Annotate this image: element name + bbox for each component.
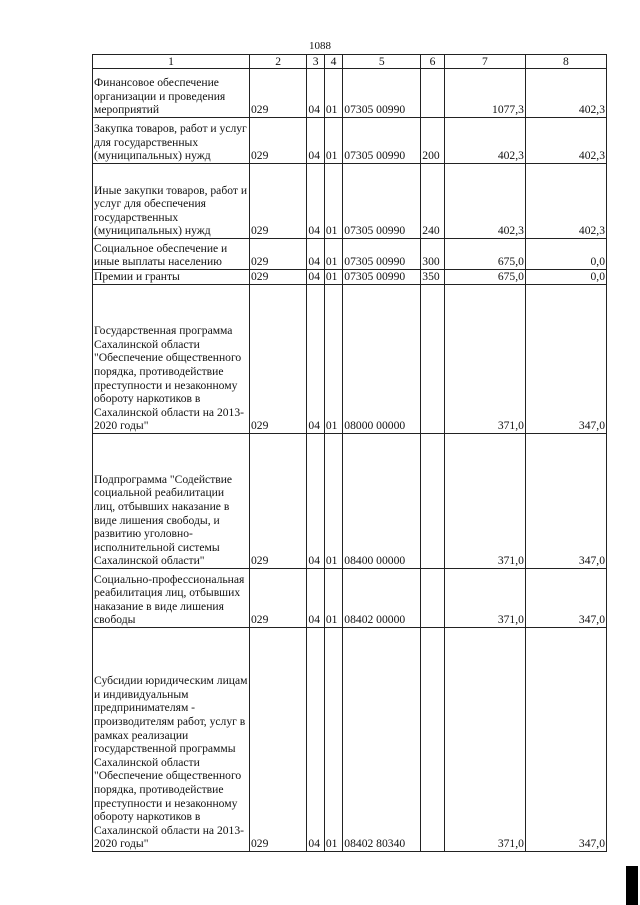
- subsection-code: 01: [324, 434, 342, 569]
- section-code: 04: [307, 628, 324, 852]
- expense-type-code: [421, 285, 445, 434]
- item-name: Подпрограмма "Содействие социальной реабилитации лиц, отбывших наказание в виде лишения свободы, и развитию уголовно-исполнительной системы Сахалинской области": [93, 434, 250, 569]
- table-row: [93, 434, 607, 569]
- target-code: 07305 00990: [343, 270, 421, 285]
- ministry-code: 029: [249, 628, 306, 852]
- subsection-code: 01: [324, 69, 342, 118]
- column-header: 8: [525, 55, 606, 69]
- amount-col7: 371,0: [444, 628, 525, 852]
- column-header: 5: [343, 55, 421, 69]
- table-row: [93, 285, 607, 434]
- column-header: 3: [307, 55, 324, 69]
- subsection-code: 01: [324, 628, 342, 852]
- target-code: 07305 00990: [343, 164, 421, 239]
- section-code: 04: [307, 118, 324, 164]
- item-name: Социальное обеспечение и иные выплаты населению: [93, 239, 250, 270]
- amount-col7: 371,0: [444, 434, 525, 569]
- section-code: 04: [307, 164, 324, 239]
- amount-col7: 402,3: [444, 118, 525, 164]
- amount-col7: 1077,3: [444, 69, 525, 118]
- expense-type-code: 350: [421, 270, 445, 285]
- table-row: [93, 118, 607, 164]
- section-code: 04: [307, 239, 324, 270]
- amount-col8: 402,3: [525, 118, 606, 164]
- ministry-code: 029: [249, 285, 306, 434]
- column-number-row: [93, 55, 607, 69]
- subsection-code: 01: [324, 569, 342, 628]
- table-row: [93, 569, 607, 628]
- page-number: 1088: [309, 40, 331, 52]
- ministry-code: 029: [249, 164, 306, 239]
- item-name: Государственная программа Сахалинской области "Обеспечение общественного порядка, противодействие преступности и незаконному обороту наркотиков в Сахалинской области на 2013-2020 годы": [93, 285, 250, 434]
- scan-edge-mark: [626, 866, 638, 905]
- item-name: Социально-профессиональная реабилитация лиц, отбывших наказание в виде лишения свободы: [93, 569, 250, 628]
- ministry-code: 029: [249, 569, 306, 628]
- amount-col8: 402,3: [525, 164, 606, 239]
- section-code: 04: [307, 69, 324, 118]
- expense-type-code: [421, 69, 445, 118]
- column-header: 6: [421, 55, 445, 69]
- amount-col8: 347,0: [525, 569, 606, 628]
- section-code: 04: [307, 285, 324, 434]
- item-name: Финансовое обеспечение организации и проведения мероприятий: [93, 69, 250, 118]
- target-code: 07305 00990: [343, 69, 421, 118]
- table-row: [93, 628, 607, 852]
- amount-col7: 675,0: [444, 239, 525, 270]
- item-name: Иные закупки товаров, работ и услуг для обеспечения государственных (муниципальных) нужд: [93, 164, 250, 239]
- amount-col8: 0,0: [525, 270, 606, 285]
- target-code: 08402 80340: [343, 628, 421, 852]
- ministry-code: 029: [249, 239, 306, 270]
- expense-type-code: [421, 569, 445, 628]
- column-header: 4: [324, 55, 342, 69]
- section-code: 04: [307, 434, 324, 569]
- expense-type-code: [421, 434, 445, 569]
- column-header: 1: [93, 55, 250, 69]
- target-code: 08400 00000: [343, 434, 421, 569]
- section-code: 04: [307, 569, 324, 628]
- ministry-code: 029: [249, 270, 306, 285]
- subsection-code: 01: [324, 270, 342, 285]
- table-row: [93, 69, 607, 118]
- table-row: [93, 164, 607, 239]
- ministry-code: 029: [249, 118, 306, 164]
- expense-type-code: [421, 628, 445, 852]
- amount-col8: 0,0: [525, 239, 606, 270]
- table-row: [93, 239, 607, 270]
- item-name: Закупка товаров, работ и услуг для государственных (муниципальных) нужд: [93, 118, 250, 164]
- subsection-code: 01: [324, 118, 342, 164]
- amount-col8: 347,0: [525, 285, 606, 434]
- ministry-code: 029: [249, 69, 306, 118]
- amount-col7: 371,0: [444, 285, 525, 434]
- expense-type-code: 200: [421, 118, 445, 164]
- table-row: [93, 270, 607, 285]
- amount-col8: 402,3: [525, 69, 606, 118]
- amount-col7: 675,0: [444, 270, 525, 285]
- amount-col7: 371,0: [444, 569, 525, 628]
- amount-col8: 347,0: [525, 628, 606, 852]
- subsection-code: 01: [324, 164, 342, 239]
- target-code: 07305 00990: [343, 239, 421, 270]
- ministry-code: 029: [249, 434, 306, 569]
- target-code: 08000 00000: [343, 285, 421, 434]
- item-name: Премии и гранты: [93, 270, 250, 285]
- expense-type-code: 240: [421, 164, 445, 239]
- amount-col7: 402,3: [444, 164, 525, 239]
- section-code: 04: [307, 270, 324, 285]
- subsection-code: 01: [324, 285, 342, 434]
- expense-type-code: 300: [421, 239, 445, 270]
- subsection-code: 01: [324, 239, 342, 270]
- target-code: 08402 00000: [343, 569, 421, 628]
- column-header: 2: [249, 55, 306, 69]
- column-header: 7: [444, 55, 525, 69]
- target-code: 07305 00990: [343, 118, 421, 164]
- item-name: Субсидии юридическим лицам и индивидуальным предпринимателям - производителям работ, услуг в рамках реализации государственной программы Сахалинской области "Обеспечение общественного порядка, противодействие преступности и незаконному обороту наркотиков в Сахалинской области на 2013-2020 годы": [93, 628, 250, 852]
- amount-col8: 347,0: [525, 434, 606, 569]
- budget-table: [92, 54, 607, 852]
